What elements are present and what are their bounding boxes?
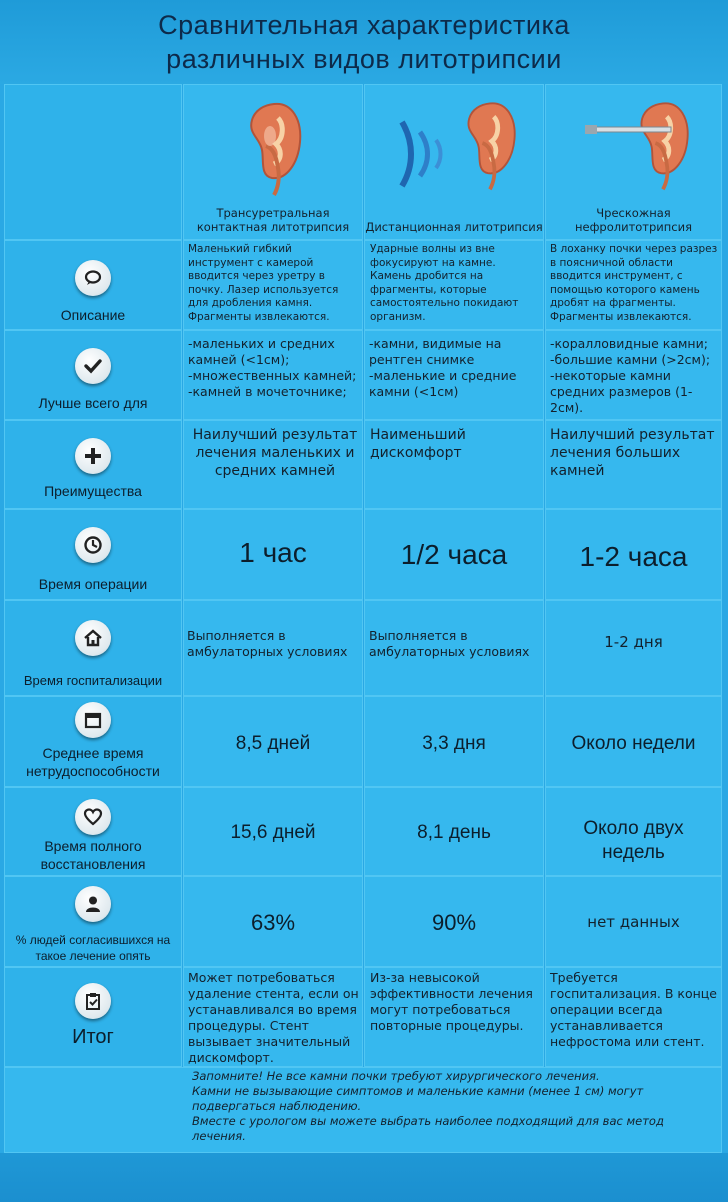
method-header-transurethral	[183, 84, 363, 240]
cell-recovery-2: 8,1 день	[364, 787, 544, 876]
method-name: Трансуретральная контактная литотрипсия	[196, 206, 350, 234]
cell-op-time-1: 1 час	[183, 509, 363, 600]
shockwave-icon	[392, 114, 462, 194]
row-label-op-time: Время операции	[4, 509, 182, 600]
clipboard-check-icon	[75, 983, 111, 1019]
cell-disability-3: Около недели	[545, 696, 722, 787]
cell-again-2: 90%	[364, 876, 544, 967]
person-icon	[75, 886, 111, 922]
page-title: Сравнительная характеристика различных видов литотрипсии	[158, 10, 570, 74]
row-label-hospital: Время госпитализации	[4, 600, 182, 696]
cell-summary-2: Из-за невысокой эффективности лечения могут потребоваться повторные процедуры.	[364, 967, 544, 1067]
method-header-distance	[364, 84, 544, 240]
cell-description-1: Маленький гибкий инструмент с камерой вводится через уретру в почку. Лазер используется для дробления камня. Фрагменты извлекаются.	[183, 240, 363, 330]
calendar-icon	[75, 702, 111, 738]
method-name: Дистанционная литотрипсия	[365, 220, 543, 234]
comparison-table	[4, 84, 722, 1067]
cell-advantages-1: Наилучший результат лечения маленьких и средних камней	[183, 420, 363, 509]
cell-summary-1: Может потребоваться удаление стента, если он устанавливался во время процедуры. Стент вызывает значительный дискомфорт.	[183, 967, 363, 1067]
cell-hospital-3: 1-2 дня	[545, 600, 722, 696]
nephroscope-icon	[585, 120, 675, 140]
method-name: Чрескожная нефролитотрипсия	[574, 206, 693, 234]
kidney-icon	[456, 96, 522, 192]
kidney-icon	[238, 98, 308, 196]
cell-hospital-1: Выполняется в амбулаторных условиях	[183, 600, 363, 696]
cell-summary-3: Требуется госпитализация. В конце операции всегда устанавливается нефростома или стент.	[545, 967, 722, 1067]
cell-recovery-3: Около двух недель	[545, 787, 722, 876]
row-label-best-for: Лучше всего для	[4, 330, 182, 420]
plus-icon	[75, 438, 111, 474]
row-label-recovery: Время полного восстановления	[4, 787, 182, 876]
check-icon	[75, 348, 111, 384]
cell-op-time-2: 1/2 часа	[364, 509, 544, 600]
clock-icon	[75, 527, 111, 563]
cell-description-2: Ударные волны из вне фокусируют на камне. Камень дробится на фрагменты, которые самостоятельно покидают организм.	[364, 240, 544, 330]
cell-again-1: 63%	[183, 876, 363, 967]
cell-best-for-2: -камни, видимые на рентген снимке -маленькие и средние камни (<1см)	[364, 330, 544, 420]
cell-recovery-1: 15,6 дней	[183, 787, 363, 876]
row-label-summary: Итог	[4, 967, 182, 1067]
cell-best-for-3: -коралловидные камни; -большие камни (>2см); -некоторые камни средних размеров (1-2см).	[545, 330, 722, 420]
cell-best-for-1: -маленьких и средних камней (<1см); -множественных камней; -камней в мочеточнике;	[183, 330, 363, 420]
cell-advantages-3: Наилучший результат лечения больших камней	[545, 420, 722, 509]
cell-description-3: В лоханку почки через разрез в поясничной области вводится инструмент, с помощью которого камень дробят на фрагменты. Фрагменты извлекаются.	[545, 240, 722, 330]
row-label-description: Описание	[4, 240, 182, 330]
row-label-advantages: Преимущества	[4, 420, 182, 509]
cell-advantages-2: Наименьший дискомфорт	[364, 420, 544, 509]
cell-op-time-3: 1-2 часа	[545, 509, 722, 600]
heart-icon	[75, 799, 111, 835]
header	[0, 0, 728, 84]
row-label-again: % людей согласившихся на такое лечение опять	[4, 876, 182, 967]
corner-cell	[4, 84, 182, 240]
method-header-percutaneous	[545, 84, 722, 240]
cell-again-3: нет данных	[545, 876, 722, 967]
footnote: Запомните! Не все камни почки требуют хирургического лечения. Камни не вызывающие симптомов и маленькие камни (менее 1 см) могут подвергаться наблюдению. Вместе с урологом вы можете выбрать наиболее подходящий для вас метод лечения.	[192, 1069, 664, 1143]
kidney-icon	[629, 96, 695, 192]
house-icon	[75, 620, 111, 656]
cell-disability-2: 3,3 дня	[364, 696, 544, 787]
cell-hospital-2: Выполняется в амбулаторных условиях	[364, 600, 544, 696]
bottom-bar	[0, 1153, 728, 1202]
cell-disability-1: 8,5 дней	[183, 696, 363, 787]
speech-bubble-icon	[75, 260, 111, 296]
row-label-disability: Среднее время нетрудоспособности	[4, 696, 182, 787]
